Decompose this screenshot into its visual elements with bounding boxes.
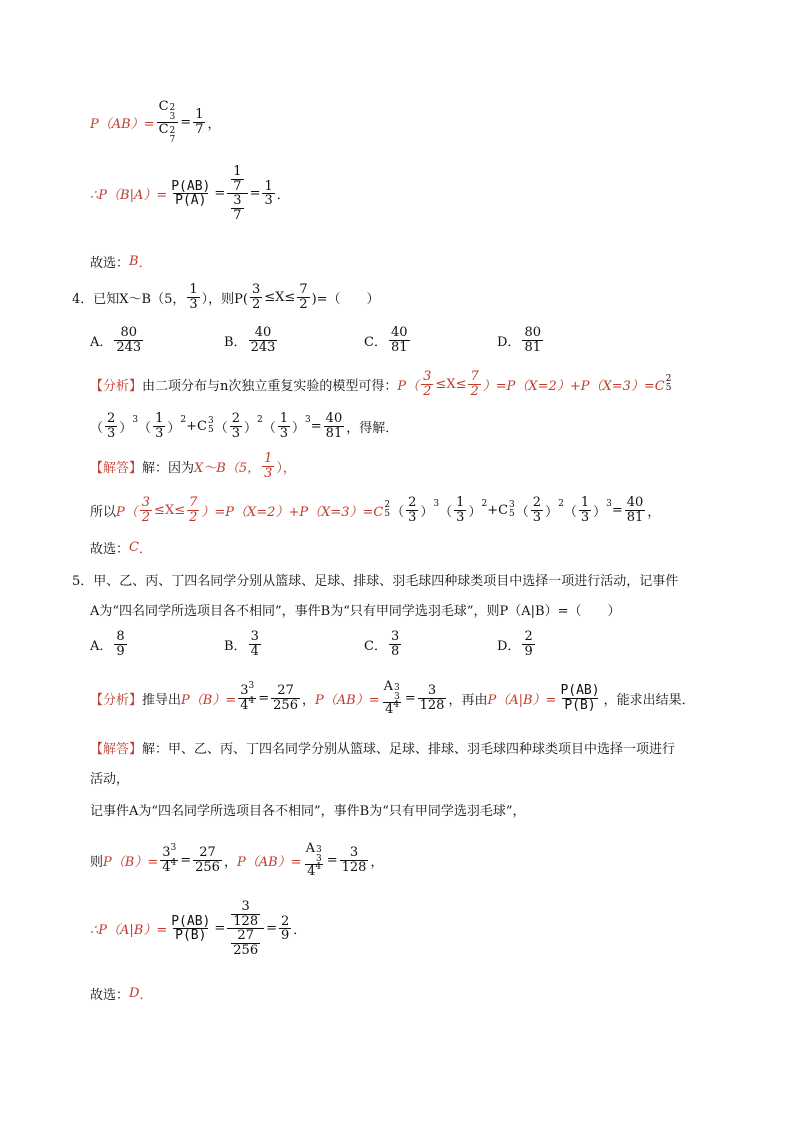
q4-solution-line1: 【解答】 解：因为 X～B（5， $\frac{1}{3}$ ）， <box>90 451 296 481</box>
q5-option-d[interactable]: D． $\frac{2}{9}$ <box>497 629 533 659</box>
q4-option-b[interactable]: B． $\frac{40}{243}$ <box>224 325 276 355</box>
prev-cond-frac: $\frac{P(AB)}{P(A)}$ <box>171 178 211 209</box>
prev-choose-line: 故选： B ． <box>90 254 152 271</box>
q5-analysis-tag: 【分析】 <box>90 692 143 708</box>
prev-pab-line: P（AB）= C 2 3 C 2 7 = $\frac{1}{7}$ ， <box>90 99 221 145</box>
prev-final-frac: $\frac{1}{3}$ <box>264 178 273 209</box>
q5-option-b[interactable]: B． $\frac{3}{4}$ <box>224 629 259 659</box>
q4-stem: 4． 已知X～B（5， $\frac{1}{3}$ ），则P( $\frac{3}{2}$ ≤X≤ $\frac{7}{2}$ )=（ ） <box>72 282 380 312</box>
q5-therefore-label: ∴P（A|B）= <box>90 923 168 939</box>
q5-event-line: 记事件A为“四名同学所选项目各不相同”，事件B为“只有甲同学选羽毛球”， <box>90 804 526 819</box>
q5-stem-line2: A为“四名同学所选项目各不相同”，事件B为“只有甲同学选羽毛球”，则P（A|B）=（ ） <box>90 604 621 619</box>
q5-solution-calc: 则 P（B）= $\frac{3^3}{4^4}$ = $\frac{27}{256}$ ， P（AB）= A 3 3 $4^4$ = $\frac{3}{128}$ ， <box>90 841 384 879</box>
q5-number: 5． <box>72 574 94 589</box>
q4-solution-line2: 所以 P（ $\frac{3}{2}$ ≤X≤ $\frac{7}{2}$ ）= P（X=2）+P（X=3）=C 2 5 （ $\frac{2}{3}$ ） 3 （ $\frac{1}{3}$ ） 2 +C 3 5 （ $\frac{2}{3}$ ） 2 （ $\frac{1}{3}$ ） 3 = $\frac{40}{81}$ ， <box>90 495 661 525</box>
q5-stem-line1: 5． 甲、乙、丙、丁四名同学分别从篮球、足球、排球、羽毛球四种球类项目中选择一项进行活动，记事件 <box>72 570 678 589</box>
prev-therefore-label: ∴P（B|A）= <box>90 188 168 204</box>
prev-answer: B <box>129 254 139 269</box>
prev-comb-frac: C 2 3 C 2 7 <box>157 100 179 145</box>
prev-therefore-line: ∴P（B|A）= $\frac{P(AB)}{P(A)}$ = $\frac{\frac{1}{7}}{\frac{3}{7}}$ = $\frac{1}{3}$ ． <box>90 164 290 223</box>
q5-solution-tag: 【解答】 <box>90 742 143 757</box>
q4-option-d[interactable]: D． $\frac{80}{81}$ <box>497 325 541 355</box>
q4-analysis-line2: （ $\frac{2}{3}$ ） 3 （ $\frac{1}{3}$ ） 2 +C 3 5 （ $\frac{2}{3}$ ） 2 （ $\frac{1}{3}$ ） 3 = $\frac{40}{81}$ ，得解． <box>90 411 399 441</box>
q5-solution-line1: 【解答】 解：甲、乙、丙、丁四名同学分别从篮球、足球、排球、羽毛球四种球类项目中选择一项进行 <box>90 738 675 757</box>
q4-number: 4． <box>72 291 94 307</box>
prev-pab-label: P（AB）= <box>90 117 155 132</box>
q5-option-c[interactable]: C． $\frac{3}{8}$ <box>364 629 400 659</box>
q4-analysis-line1: 【分析】 由二项分布与n次独立重复实验的模型可得： P（ $\frac{3}{2}$ ≤X≤ $\frac{7}{2}$ ）= P（X=2）+P（X=3）=C 2 5 <box>90 369 672 399</box>
q5-complex-frac: $\frac{\frac{3}{128}}{\frac{27}{256}}$ <box>227 900 264 958</box>
q5-option-a[interactable]: A． $\frac{8}{9}$ <box>90 629 125 659</box>
q4-option-a[interactable]: A． $\frac{80}{243}$ <box>90 325 142 355</box>
q4-option-c[interactable]: C． $\frac{40}{81}$ <box>364 325 408 355</box>
q5-choose-line: 故选： D ． <box>90 986 153 1003</box>
q5-solution-line2: 活动， <box>90 772 130 787</box>
q5-analysis-line: 【分析】 推导出 P（B）= $\frac{3^3}{4^4}$ = $\frac{27}{256}$ ， P（AB）= A 3 3 $4^4$ = $\frac{3}{128}$ ，再由 P（A|B）= $\frac{P(AB)}{P(B)}$ ，能求出结果． <box>90 679 695 717</box>
q4-solution-tag: 【解答】 <box>90 460 143 476</box>
prev-complex-frac: $\frac{\frac{1}{7}}{\frac{3}{7}}$ <box>227 165 247 223</box>
q5-therefore-line: ∴P（A|B）= $\frac{P(AB)}{P(B)}$ = $\frac{\frac{3}{128}}{\frac{27}{256}}$ = $\frac{2}{9}$ ． <box>90 899 307 958</box>
q4-analysis-tag: 【分析】 <box>90 378 143 394</box>
q4-choose-line: 故选： C ． <box>90 540 152 557</box>
q4-answer: C <box>129 540 139 555</box>
prev-result-frac: $\frac{1}{7}$ <box>195 107 204 137</box>
q5-answer: D <box>129 986 140 1001</box>
